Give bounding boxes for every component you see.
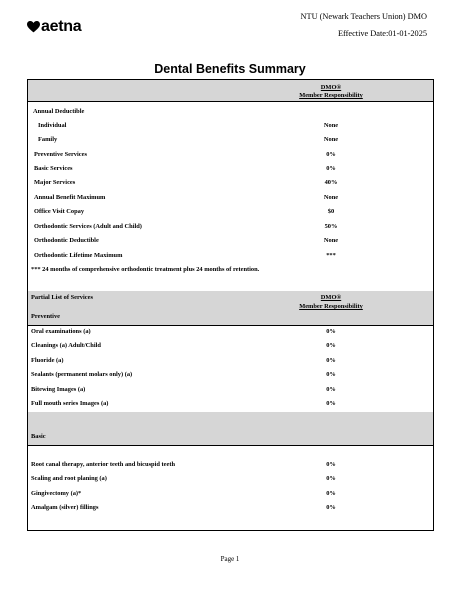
basic-services-value: 0%: [326, 165, 336, 172]
ortho-deductible-label: Orthodontic Deductible: [34, 237, 99, 244]
list-item: Gingivectomy (a)*: [31, 490, 82, 497]
annual-max-value: None: [323, 194, 339, 201]
annual-max-label: Annual Benefit Maximum: [34, 194, 106, 201]
individual-value: None: [323, 122, 339, 129]
list-item: Full mouth series Images (a): [31, 400, 109, 407]
services-column-header-responsibility: Member Responsibility: [299, 303, 363, 310]
annual-deductible-heading: Annual Deductible: [33, 108, 85, 115]
list-item: Oral examinations (a): [31, 328, 91, 335]
family-value: None: [323, 136, 339, 143]
list-item-value: 0%: [326, 400, 336, 407]
list-item-value: 0%: [326, 371, 336, 378]
effective-date: Effective Date:01-01-2025: [337, 29, 427, 38]
basic-services-label: Basic Services: [34, 165, 73, 172]
major-services-value: 40%: [324, 179, 338, 186]
list-item-value: 0%: [326, 504, 336, 511]
preventive-services-value: 0%: [326, 151, 336, 158]
list-item-value: 0%: [326, 490, 336, 497]
list-item-value: 0%: [326, 475, 336, 482]
list-item: Bitewing Images (a): [31, 386, 86, 393]
ortho-services-label: Orthodontic Services (Adult and Child): [34, 223, 142, 230]
major-services-label: Major Services: [34, 179, 76, 186]
benefits-table: [27, 79, 434, 531]
list-item: Sealants (permanent molars only) (a): [31, 371, 133, 378]
page-number: Page 1: [220, 555, 240, 563]
column-header-responsibility: Member Responsibility: [299, 92, 363, 99]
aetna-logo: [27, 19, 81, 35]
list-item: Scaling and root planing (a): [31, 475, 107, 482]
column-header-plan: DMO®: [320, 84, 342, 91]
family-label: Family: [38, 136, 58, 143]
ortho-max-value: ***: [326, 252, 336, 259]
list-item-value: 0%: [326, 328, 336, 335]
basic-heading: Basic: [31, 433, 46, 440]
basic-header-band: [28, 412, 433, 445]
list-item-value: 0%: [326, 357, 336, 364]
ortho-services-value: 50%: [324, 223, 338, 230]
ortho-max-label: Orthodontic Lifetime Maximum: [34, 252, 123, 259]
preventive-services-label: Preventive Services: [34, 151, 87, 158]
list-item: Fluoride (a): [31, 357, 64, 364]
list-item-value: 0%: [326, 386, 336, 393]
list-item-value: 0%: [326, 461, 336, 468]
preventive-heading: Preventive: [31, 313, 60, 320]
logo-wordmark: aetna: [41, 18, 82, 35]
list-item: Root canal therapy, anterior teeth and bicuspid teeth: [31, 461, 176, 468]
ortho-footnote: *** 24 months of comprehensive orthodontic treatment plus 24 months of retention.: [31, 266, 260, 273]
ortho-deductible-value: None: [323, 237, 339, 244]
individual-label: Individual: [38, 122, 67, 129]
list-item-value: 0%: [326, 342, 336, 349]
heart-icon: [27, 21, 40, 33]
office-copay-label: Office Visit Copay: [34, 208, 85, 215]
list-item: Amalgam (silver) fillings: [31, 504, 99, 511]
partial-list-heading: Partial List of Services: [31, 294, 93, 301]
plan-name: NTU (Newark Teachers Union) DMO: [300, 12, 427, 21]
list-item: Cleanings (a) Adult/Child: [31, 342, 101, 349]
services-column-header-plan: DMO®: [320, 294, 342, 301]
divider: [28, 445, 433, 446]
divider: [28, 325, 433, 326]
divider: [28, 101, 433, 102]
page-title: Dental Benefits Summary: [154, 62, 306, 76]
office-copay-value: $0: [327, 208, 335, 215]
